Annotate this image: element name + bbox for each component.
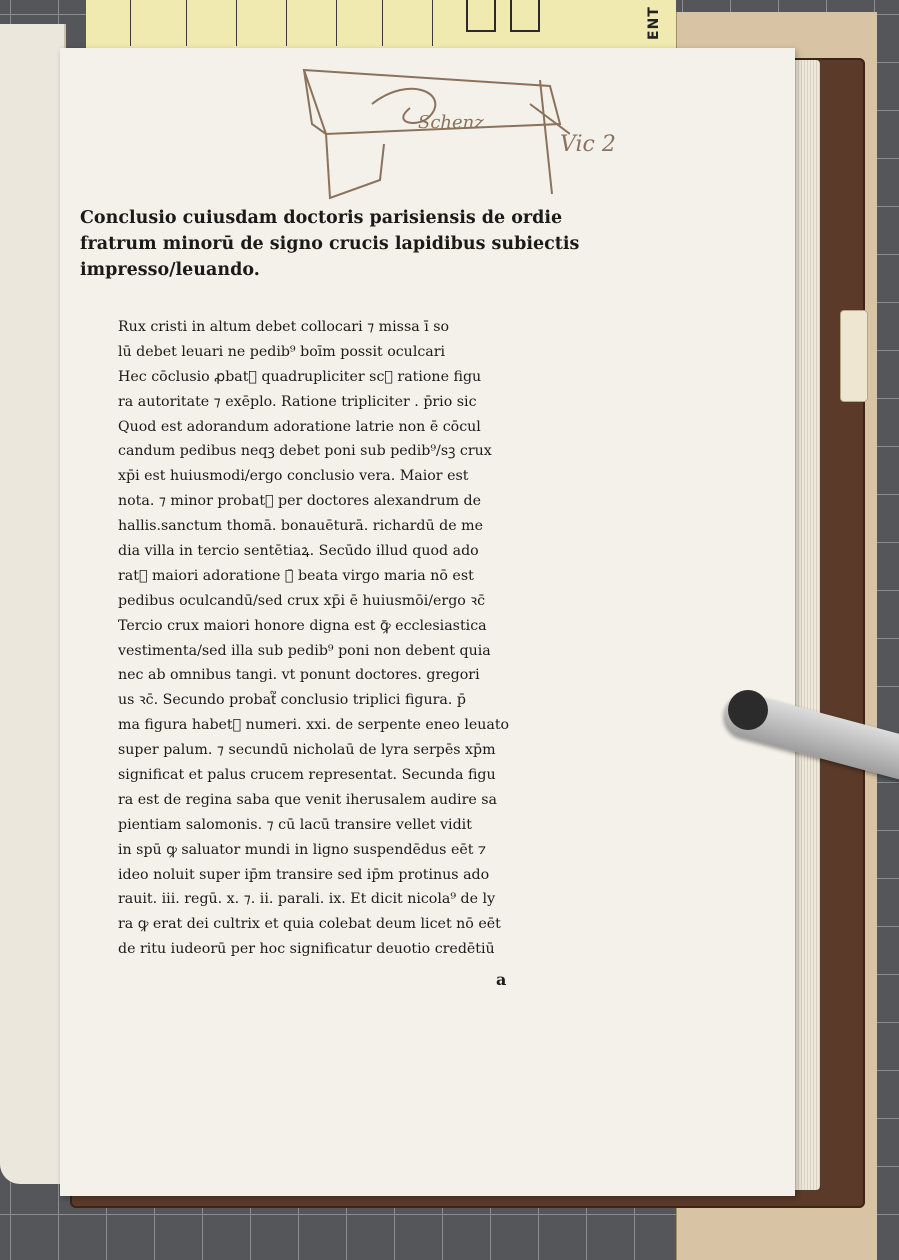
heading-line: Conclusio cuiusdam doctoris parisiensis de ordie [80, 208, 563, 228]
signature-mark: a [496, 970, 507, 989]
slip-rule [382, 0, 383, 46]
text-line: ra ꝙ erat dei cultrix et quia colebat deum licet nō eēt [118, 916, 501, 933]
text-line: pientiam salomonis. ⁊ cū lacū transire vellet vidit [118, 816, 472, 833]
text-line: Tercio crux maiori honore digna est ꝙ̄ ecclesiastica [118, 617, 487, 634]
slip-rule [336, 0, 337, 46]
text-line: nota. ⁊ minor probat᷑ per doctores alexandrum de [118, 493, 482, 510]
heading [80, 205, 600, 283]
text-line: in spū ꝙ saluator mundi in ligno suspendēdus eēt ⁊ [118, 841, 487, 858]
slip-rule [236, 0, 237, 46]
text-line: Rux cristi in altum debet collocari ⁊ missa ī so [118, 319, 450, 335]
body-text [118, 315, 596, 962]
text-line: vestimenta/sed illa sub pedib⁹ poni non debent quia [118, 642, 491, 659]
heading-line: fratrum minorū de signo crucis lapidibus subiectis [80, 234, 580, 254]
text-line: Quod est adorandum adoratione latrie non ē cōcul [118, 418, 481, 435]
text-line: ra autoritate ⁊ exēplo. Ratione tripliciter . p̄rio sic [118, 393, 477, 410]
slip-rule [286, 0, 287, 46]
text-line: hallis.sanctum thomā. bonauēturā. richardū de me [118, 518, 483, 535]
heading-line: impresso/leuando. [80, 260, 260, 280]
text-line: ma figura habet᷑ numeri. xxi. de serpente eneo leuato [118, 717, 510, 734]
text-line: Hec cōclusio ꝓbat᷑ quadrupliciter scꝫ ratione figu [118, 368, 482, 385]
manuscript-signature: Schenz [418, 112, 484, 133]
text-line: candum pedibus neqꝫ debet poni sub pedib⁹/sꝫ crux [118, 443, 492, 460]
verso-page-edge [0, 24, 66, 1184]
manuscript-scroll-drawing [240, 64, 570, 214]
slip-tag: ENT [646, 6, 662, 40]
text-line: super palum. ⁊ secundū nicholaū de lyra serpēs xp̄m [118, 742, 496, 759]
text-line: xp̄i est huiusmodi/ergo conclusio vera. Maior est [118, 468, 469, 485]
slip-rule [130, 0, 131, 46]
text-line: nec ab omnibus tangi. vt ponunt doctores. gregori [118, 667, 480, 684]
text-line: de ritu iudeorū per hoc significatur deuotio credētiū [118, 941, 495, 958]
text-line: significat et palus crucem representat. Secunda figu [118, 767, 496, 784]
text-line: pedibus oculcandū/sed crux xp̄i ē huiusmōi/ergo ꝛc̄ [118, 592, 486, 609]
slip-box [466, 0, 496, 32]
knife-handle [728, 690, 768, 730]
text-line: ra est de regina saba que venit iherusalem audire sa [118, 791, 498, 808]
text-line: ideo noluit super ip̄m transire sed ip̄m protinus ado [118, 866, 490, 883]
text-line: us ꝛc̄. Secundo probat᷑ conclusio triplici figura. p̄ [118, 692, 466, 709]
slip-rule [186, 0, 187, 46]
manuscript-note: Vic 2 [560, 132, 616, 157]
text-line: lū debet leuari ne pedib⁹ boīm possit oculcari [118, 343, 446, 360]
text-line: rat᷑ maiori adoratione ꝙ̄ beata virgo maria nō est [118, 567, 474, 584]
slip-box [510, 0, 540, 32]
text-line: rauit. iii. regū. x. ⁊. ii. parali. ix. Et dicit nicola⁹ de ly [118, 891, 496, 908]
text-line: dia villa in tercio sentētiaꝝ. Secūdo illud quod ado [118, 543, 479, 560]
slip-rule [432, 0, 433, 46]
clasp [840, 310, 868, 402]
